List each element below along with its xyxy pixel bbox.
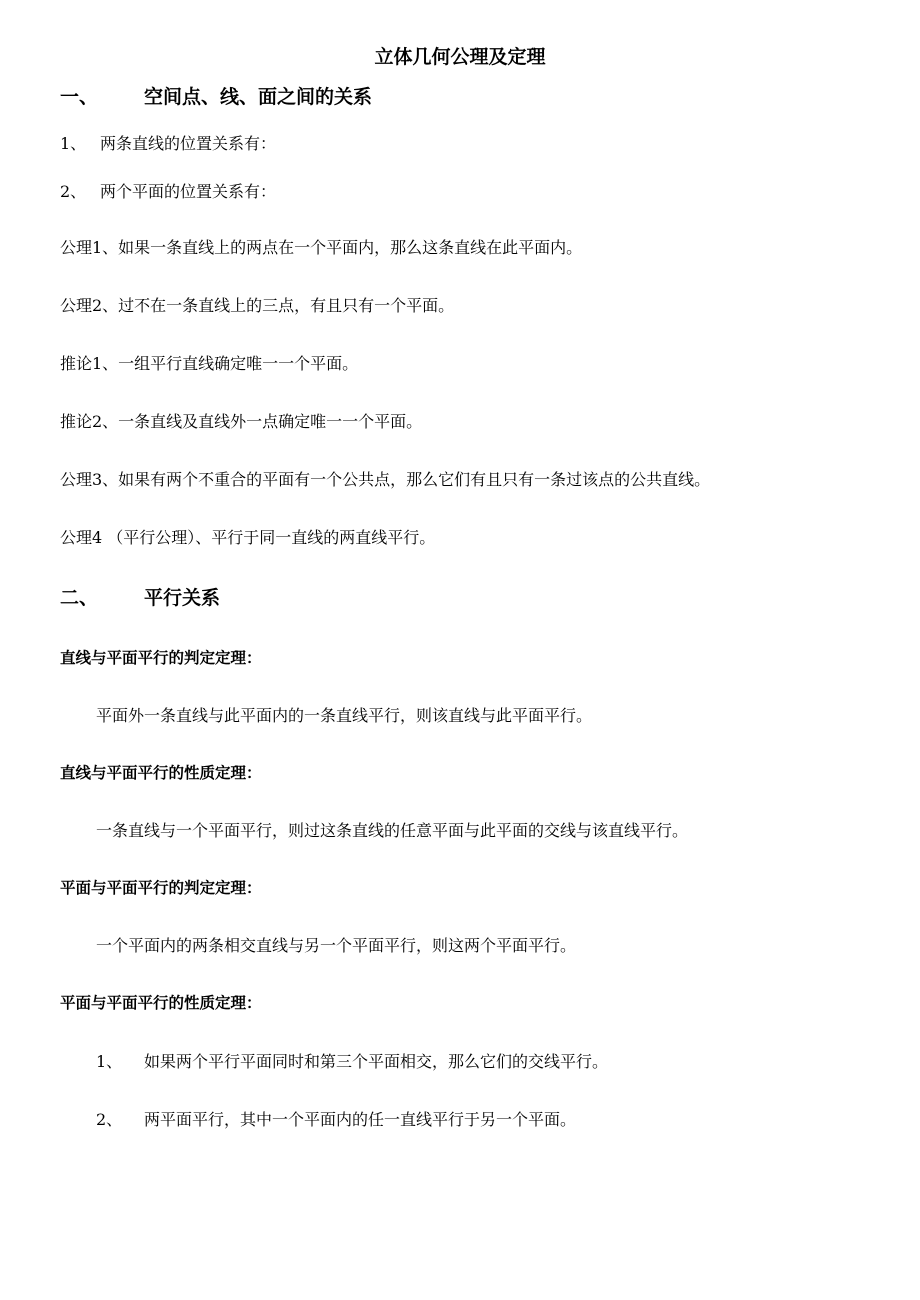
theorem-body: 平面外一条直线与此平面内的一条直线平行，则该直线与此平面平行。 xyxy=(96,706,593,725)
list-item-number: 2、 xyxy=(96,1110,123,1129)
document-title: 立体几何公理及定理 xyxy=(374,46,546,68)
axiom-4: 公理4 （平行公理）、平行于同一直线的两直线平行。 xyxy=(60,528,436,547)
corollary-1: 推论1、一组平行直线确定唯一一个平面。 xyxy=(60,354,359,373)
section-title: 空间点、线、面之间的关系 xyxy=(144,86,373,108)
list-item-number: 1、 xyxy=(96,1052,123,1071)
list-item-text: 如果两个平行平面同时和第三个平面相交，那么它们的交线平行。 xyxy=(144,1052,609,1071)
theorem-heading: 平面与平面平行的性质定理： xyxy=(60,994,262,1012)
axiom-1: 公理1、如果一条直线上的两点在一个平面内，那么这条直线在此平面内。 xyxy=(60,238,583,257)
list-item-number: 1、 xyxy=(60,134,87,153)
list-item-text: 两个平面的位置关系有： xyxy=(100,182,277,201)
axiom-2: 公理2、过不在一条直线上的三点，有且只有一个平面。 xyxy=(60,296,455,315)
theorem-body: 一条直线与一个平面平行，则过这条直线的任意平面与此平面的交线与该直线平行。 xyxy=(96,821,689,840)
list-item-number: 2、 xyxy=(60,182,87,201)
corollary-2: 推论2、一条直线及直线外一点确定唯一一个平面。 xyxy=(60,412,423,431)
theorem-heading: 平面与平面平行的判定定理： xyxy=(60,879,262,897)
section-title: 平行关系 xyxy=(144,587,221,609)
list-item-text: 两条直线的位置关系有： xyxy=(100,134,277,153)
section-number: 一、 xyxy=(60,86,99,108)
axiom-3: 公理3、如果有两个不重合的平面有一个公共点，那么它们有且只有一条过该点的公共直线。 xyxy=(60,470,711,489)
theorem-heading: 直线与平面平行的判定定理： xyxy=(60,649,262,667)
section-number: 二、 xyxy=(60,587,99,609)
theorem-body: 一个平面内的两条相交直线与另一个平面平行，则这两个平面平行。 xyxy=(96,936,577,955)
theorem-heading: 直线与平面平行的性质定理： xyxy=(60,764,262,782)
list-item-text: 两平面平行，其中一个平面内的任一直线平行于另一个平面。 xyxy=(144,1110,577,1129)
